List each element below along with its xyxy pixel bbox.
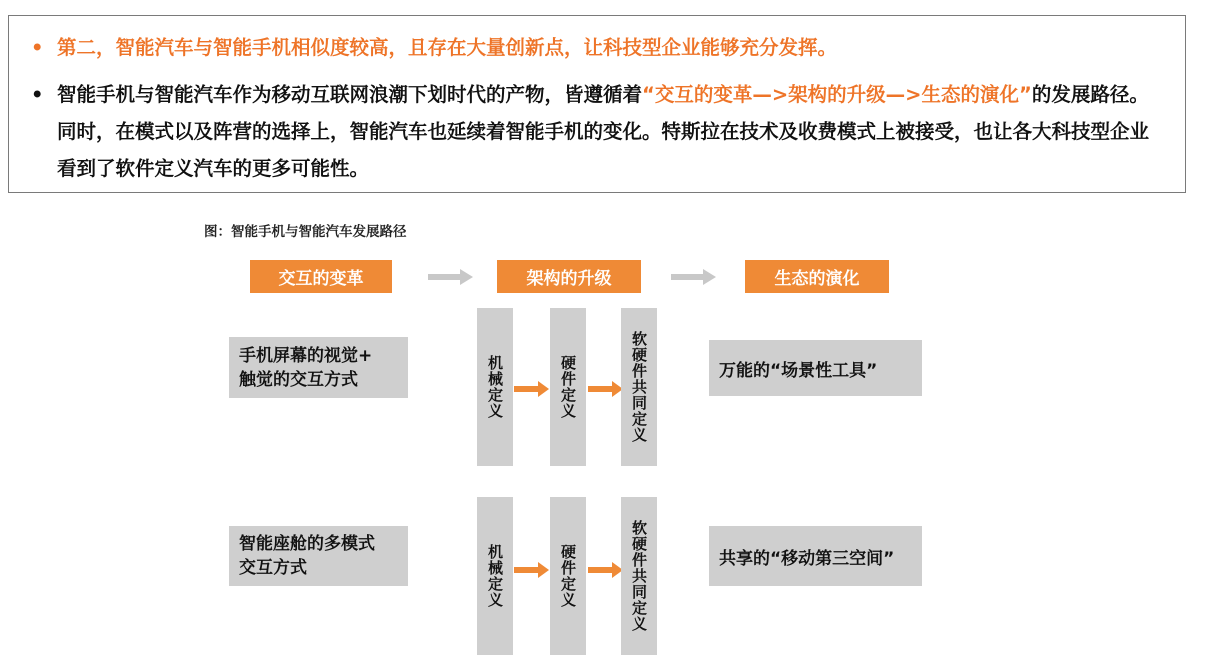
- row2-stage-hardware-label: 硬件定义: [559, 544, 577, 608]
- row2-interaction-line1: 智能座舱的多模式: [239, 534, 375, 554]
- header-interaction-change: 交互的变革: [250, 260, 392, 293]
- row1-ecosystem-label: 万能的“场景性工具”: [719, 360, 878, 381]
- row2-ecosystem-label: 共享的“移动第三空间”: [719, 548, 895, 569]
- row2-stage-mechanical: [477, 497, 513, 655]
- row1-interaction-line2: 触觉的交互方式: [239, 369, 358, 390]
- row1-ecosystem-box: [709, 340, 922, 396]
- row2-interaction-box: [229, 526, 408, 586]
- row2-stage-mechanical-label: 机械定义: [486, 544, 504, 608]
- bullet-marker: •: [31, 36, 44, 59]
- gray-arrow-icon: [428, 267, 474, 287]
- bullet-text-1: 第二，智能汽车与智能手机相似度较高，且存在大量创新点，让科技型企业能够充分发挥。: [57, 36, 838, 59]
- header-architecture-upgrade: 架构的升级: [497, 260, 641, 293]
- row1-stage-software-hardware-label: 软硬件共同定义: [630, 331, 648, 443]
- gray-arrow-icon: [671, 267, 717, 287]
- summary-text-box: [8, 15, 1186, 193]
- figure-caption: 图：智能手机与智能汽车发展路径: [204, 224, 407, 240]
- bullet-text-2-highlight: “交互的变革—>架构的升级—>生态的演化”: [642, 83, 1032, 106]
- row2-stage-software-hardware-label: 软硬件共同定义: [630, 520, 648, 632]
- row1-stage-mechanical: [477, 308, 513, 466]
- row1-stage-hardware: [550, 308, 586, 466]
- orange-arrow-icon: [514, 560, 550, 580]
- row2-ecosystem-box: [709, 526, 922, 586]
- orange-arrow-icon: [514, 379, 550, 399]
- row1-interaction-box: [229, 337, 408, 398]
- bullet-text-2: [57, 76, 1165, 187]
- bullet-marker: •: [31, 83, 44, 106]
- row1-stage-mechanical-label: 机械定义: [486, 355, 504, 419]
- header-ecosystem-evolution: 生态的演化: [745, 260, 889, 293]
- orange-arrow-icon: [588, 560, 624, 580]
- row2-stage-hardware: [550, 497, 586, 655]
- row2-stage-software-hardware: [621, 497, 657, 655]
- row1-stage-software-hardware: [621, 308, 657, 466]
- row1-interaction-line1: 手机屏幕的视觉+: [239, 345, 373, 366]
- orange-arrow-icon: [588, 379, 624, 399]
- row1-stage-hardware-label: 硬件定义: [559, 355, 577, 419]
- bullet-text-2-part2: 的发展路径。同时，在模式以及阵营的选择上，智能汽车也延续着智能手机的变化。特斯拉在技术及收费模式上被接受，也让各大科技型企业看到了软件定义汽车的更多可能性。: [57, 83, 1150, 180]
- bullet-text-2-part1: 智能手机与智能汽车作为移动互联网浪潮下划时代的产物，皆遵循着: [57, 83, 643, 106]
- row2-interaction-line2: 交互方式: [239, 558, 307, 578]
